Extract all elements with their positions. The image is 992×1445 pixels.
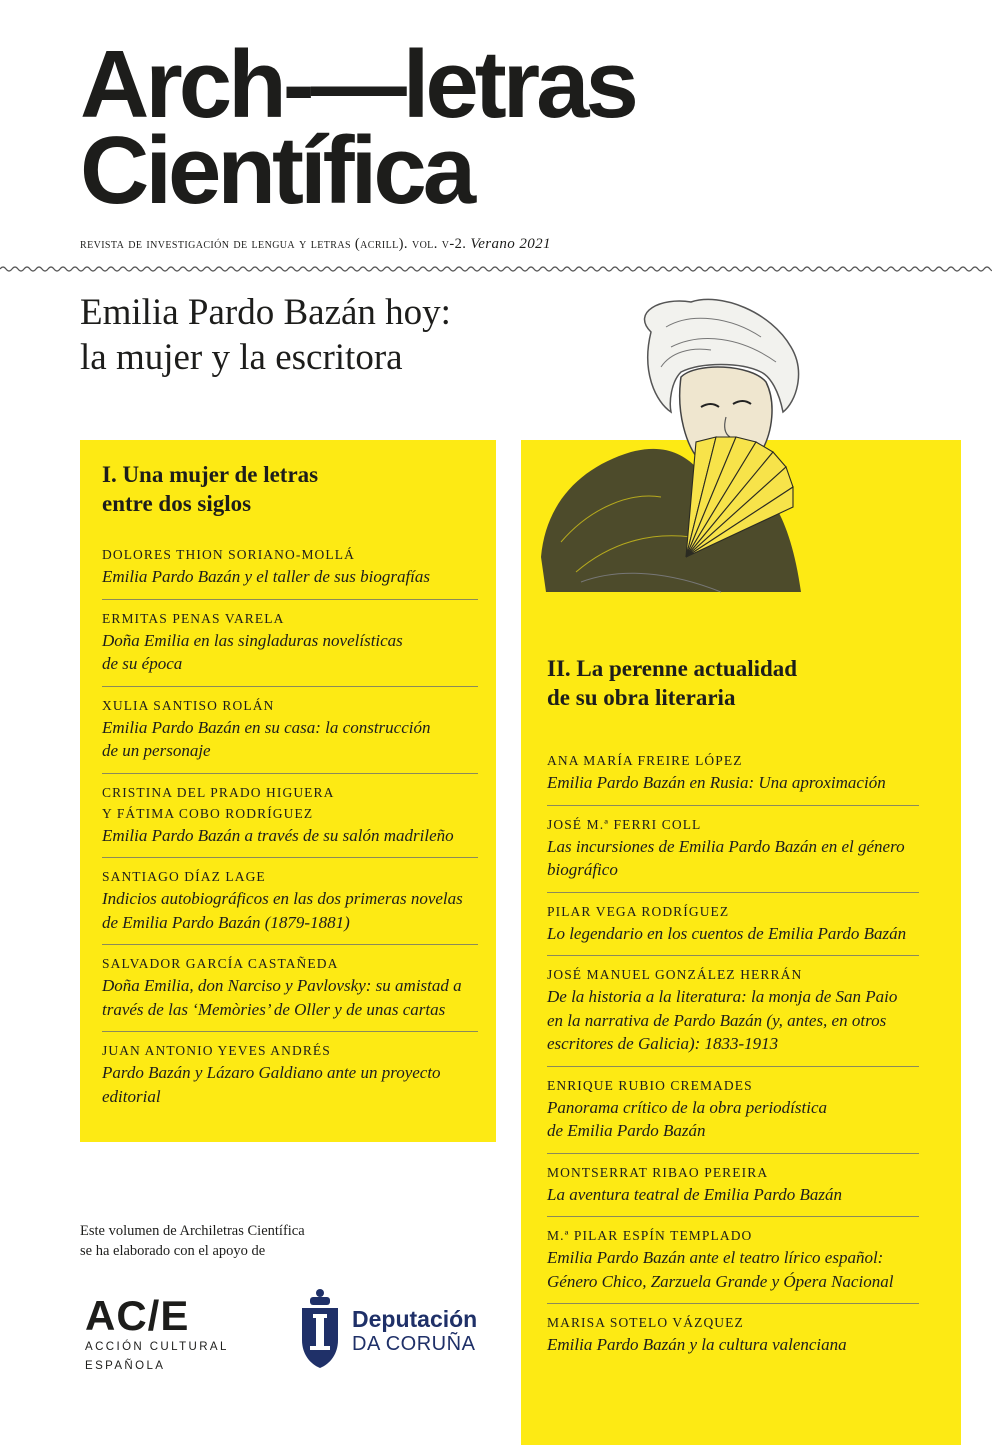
ace-logo bbox=[85, 1292, 229, 1374]
masthead-line-1: Arch-—letras bbox=[80, 31, 635, 138]
ace-logo-line-2: ESPAÑOLA bbox=[85, 1360, 166, 1372]
entry-title: Lo legendario en los cuentos de Emilia Pardo Bazán bbox=[547, 923, 907, 943]
support-line-1: Este volumen de Archiletras Científica bbox=[80, 1223, 305, 1239]
toc-entry bbox=[102, 858, 478, 945]
toc-entry bbox=[102, 1032, 478, 1118]
toc-entry bbox=[547, 1154, 919, 1218]
entry-title: Panorama crítico de la obra periodística bbox=[547, 1097, 828, 1117]
entry-title: escritores de Galicia): 1833-1913 bbox=[547, 1034, 779, 1053]
entry-title: Emilia Pardo Bazán y la cultura valenciana bbox=[547, 1335, 847, 1354]
entry-title: de un personaje bbox=[102, 741, 211, 760]
journal-subtitle bbox=[80, 236, 551, 253]
entry-title: Emilia Pardo Bazán en su casa: la construcción bbox=[102, 717, 431, 737]
entry-author: ERMITAS PENAS VARELA bbox=[102, 610, 285, 626]
support-line-2: se ha elaborado con el apoyo de bbox=[80, 1243, 266, 1259]
entry-author: PILAR VEGA RODRÍGUEZ bbox=[547, 903, 730, 919]
issue-title bbox=[80, 290, 451, 380]
entry-title: Emilia Pardo Bazán y el taller de sus biografías bbox=[102, 567, 431, 586]
entry-title: La aventura teatral de Emilia Pardo Bazán bbox=[547, 1184, 842, 1204]
support-note bbox=[80, 1221, 380, 1261]
issue-title-line-1: Emilia Pardo Bazán hoy: bbox=[80, 292, 451, 333]
entry-author: XULIA SANTISO ROLÁN bbox=[102, 697, 275, 713]
toc-entry bbox=[102, 536, 478, 600]
section-2-title bbox=[547, 654, 919, 712]
entry-title: De la historia a la literatura: la monja de San Paio bbox=[547, 987, 898, 1006]
entry-author: DOLORES THION SORIANO-MOLLÁ bbox=[102, 547, 355, 562]
toc-entry bbox=[547, 742, 919, 806]
entry-author: JOSÉ MANUEL GONZÁLEZ HERRÁN bbox=[547, 967, 803, 982]
deputacion-wordmark bbox=[352, 1306, 477, 1356]
section-2-title-line-2: de su obra literaria bbox=[547, 685, 736, 710]
deputacion-logo bbox=[296, 1288, 516, 1368]
portrait-illustration bbox=[521, 292, 806, 602]
entry-author: ANA MARÍA FREIRE LÓPEZ bbox=[547, 753, 743, 768]
entry-title: biográfico bbox=[547, 860, 618, 879]
section-1-title-line-1: I. Una mujer de letras bbox=[102, 462, 319, 487]
section-2-title-line-1: II. La perenne actualidad bbox=[547, 656, 798, 681]
entry-title: Emilia Pardo Bazán ante el teatro lírico español: bbox=[547, 1248, 884, 1267]
entry-title: en la narrativa de Pardo Bazán (y, antes, en otros bbox=[547, 1010, 887, 1030]
ace-logo-mark: AC/E bbox=[85, 1292, 190, 1339]
toc-entry bbox=[547, 1217, 919, 1304]
entry-title: editorial bbox=[102, 1086, 161, 1106]
coat-of-arms-icon bbox=[296, 1288, 344, 1370]
entry-author: SANTIAGO DÍAZ LAGE bbox=[102, 869, 266, 884]
journal-season: Verano 2021 bbox=[470, 236, 551, 252]
entry-title: Las incursiones de Emilia Pardo Bazán en el género bbox=[547, 836, 905, 856]
masthead bbox=[80, 31, 960, 224]
toc-entry bbox=[547, 806, 919, 893]
toc-entry bbox=[102, 774, 478, 859]
entry-title: Pardo Bazán y Lázaro Galdiano ante un proyecto bbox=[102, 1063, 441, 1082]
toc-entry bbox=[102, 600, 478, 687]
entry-author: JUAN ANTONIO YEVES ANDRÉS bbox=[102, 1043, 331, 1058]
entry-title: de Emilia Pardo Bazán (1879-1881) bbox=[102, 912, 350, 932]
toc-entry bbox=[102, 687, 478, 774]
entry-title: de su época bbox=[102, 654, 183, 673]
toc-entry bbox=[547, 893, 919, 957]
toc-entry bbox=[547, 1067, 919, 1154]
entry-title: Indicios autobiográficos en las dos primeras novelas bbox=[102, 889, 463, 908]
section-1-panel bbox=[80, 440, 496, 1142]
entry-author: MONTSERRAT RIBAO PEREIRA bbox=[547, 1164, 769, 1180]
journal-subtitle-main: revista de investigación de lengua y letras (acrill). vol. v-2. bbox=[80, 236, 467, 252]
entry-title: de Emilia Pardo Bazán bbox=[547, 1121, 706, 1140]
entry-title: Emilia Pardo Bazán en Rusia: Una aproximación bbox=[547, 773, 886, 792]
entry-title: Emilia Pardo Bazán a través de su salón madrileño bbox=[102, 825, 454, 845]
entry-author: SALVADOR GARCÍA CASTAÑEDA bbox=[102, 956, 339, 971]
entry-author: JOSÉ M.ª FERRI COLL bbox=[547, 816, 702, 832]
entry-author: Y FÁTIMA COBO RODRÍGUEZ bbox=[102, 805, 314, 821]
entry-title: Doña Emilia en las singladuras novelísticas bbox=[102, 630, 403, 650]
deputacion-line-2: DA CORUÑA bbox=[352, 1333, 476, 1355]
issue-title-line-2: la mujer y la escritora bbox=[80, 337, 403, 378]
masthead-line-2: Científica bbox=[80, 117, 473, 224]
entry-title: través de las ‘Memòries’ de Oller y de unas cartas bbox=[102, 999, 446, 1019]
section-1-title bbox=[102, 460, 478, 518]
toc-entry bbox=[102, 945, 478, 1032]
toc-entry bbox=[547, 1304, 919, 1367]
wave-divider bbox=[0, 262, 992, 276]
entry-author: CRISTINA DEL PRADO HIGUERA bbox=[102, 784, 335, 800]
entry-author: ENRIQUE RUBIO CREMADES bbox=[547, 1077, 753, 1093]
ace-logo-line-1: ACCIÓN CULTURAL bbox=[85, 1341, 229, 1353]
entry-author: M.ª PILAR ESPÍN TEMPLADO bbox=[547, 1228, 753, 1243]
entry-title: Género Chico, Zarzuela Grande y Ópera Nacional bbox=[547, 1271, 894, 1291]
entry-title: Doña Emilia, don Narciso y Pavlovsky: su amistad a bbox=[102, 976, 462, 995]
toc-entry bbox=[547, 956, 919, 1067]
entry-author: MARISA SOTELO VÁZQUEZ bbox=[547, 1315, 744, 1330]
deputacion-line-1: Deputación bbox=[352, 1306, 478, 1332]
section-1-title-line-2: entre dos siglos bbox=[102, 491, 252, 516]
